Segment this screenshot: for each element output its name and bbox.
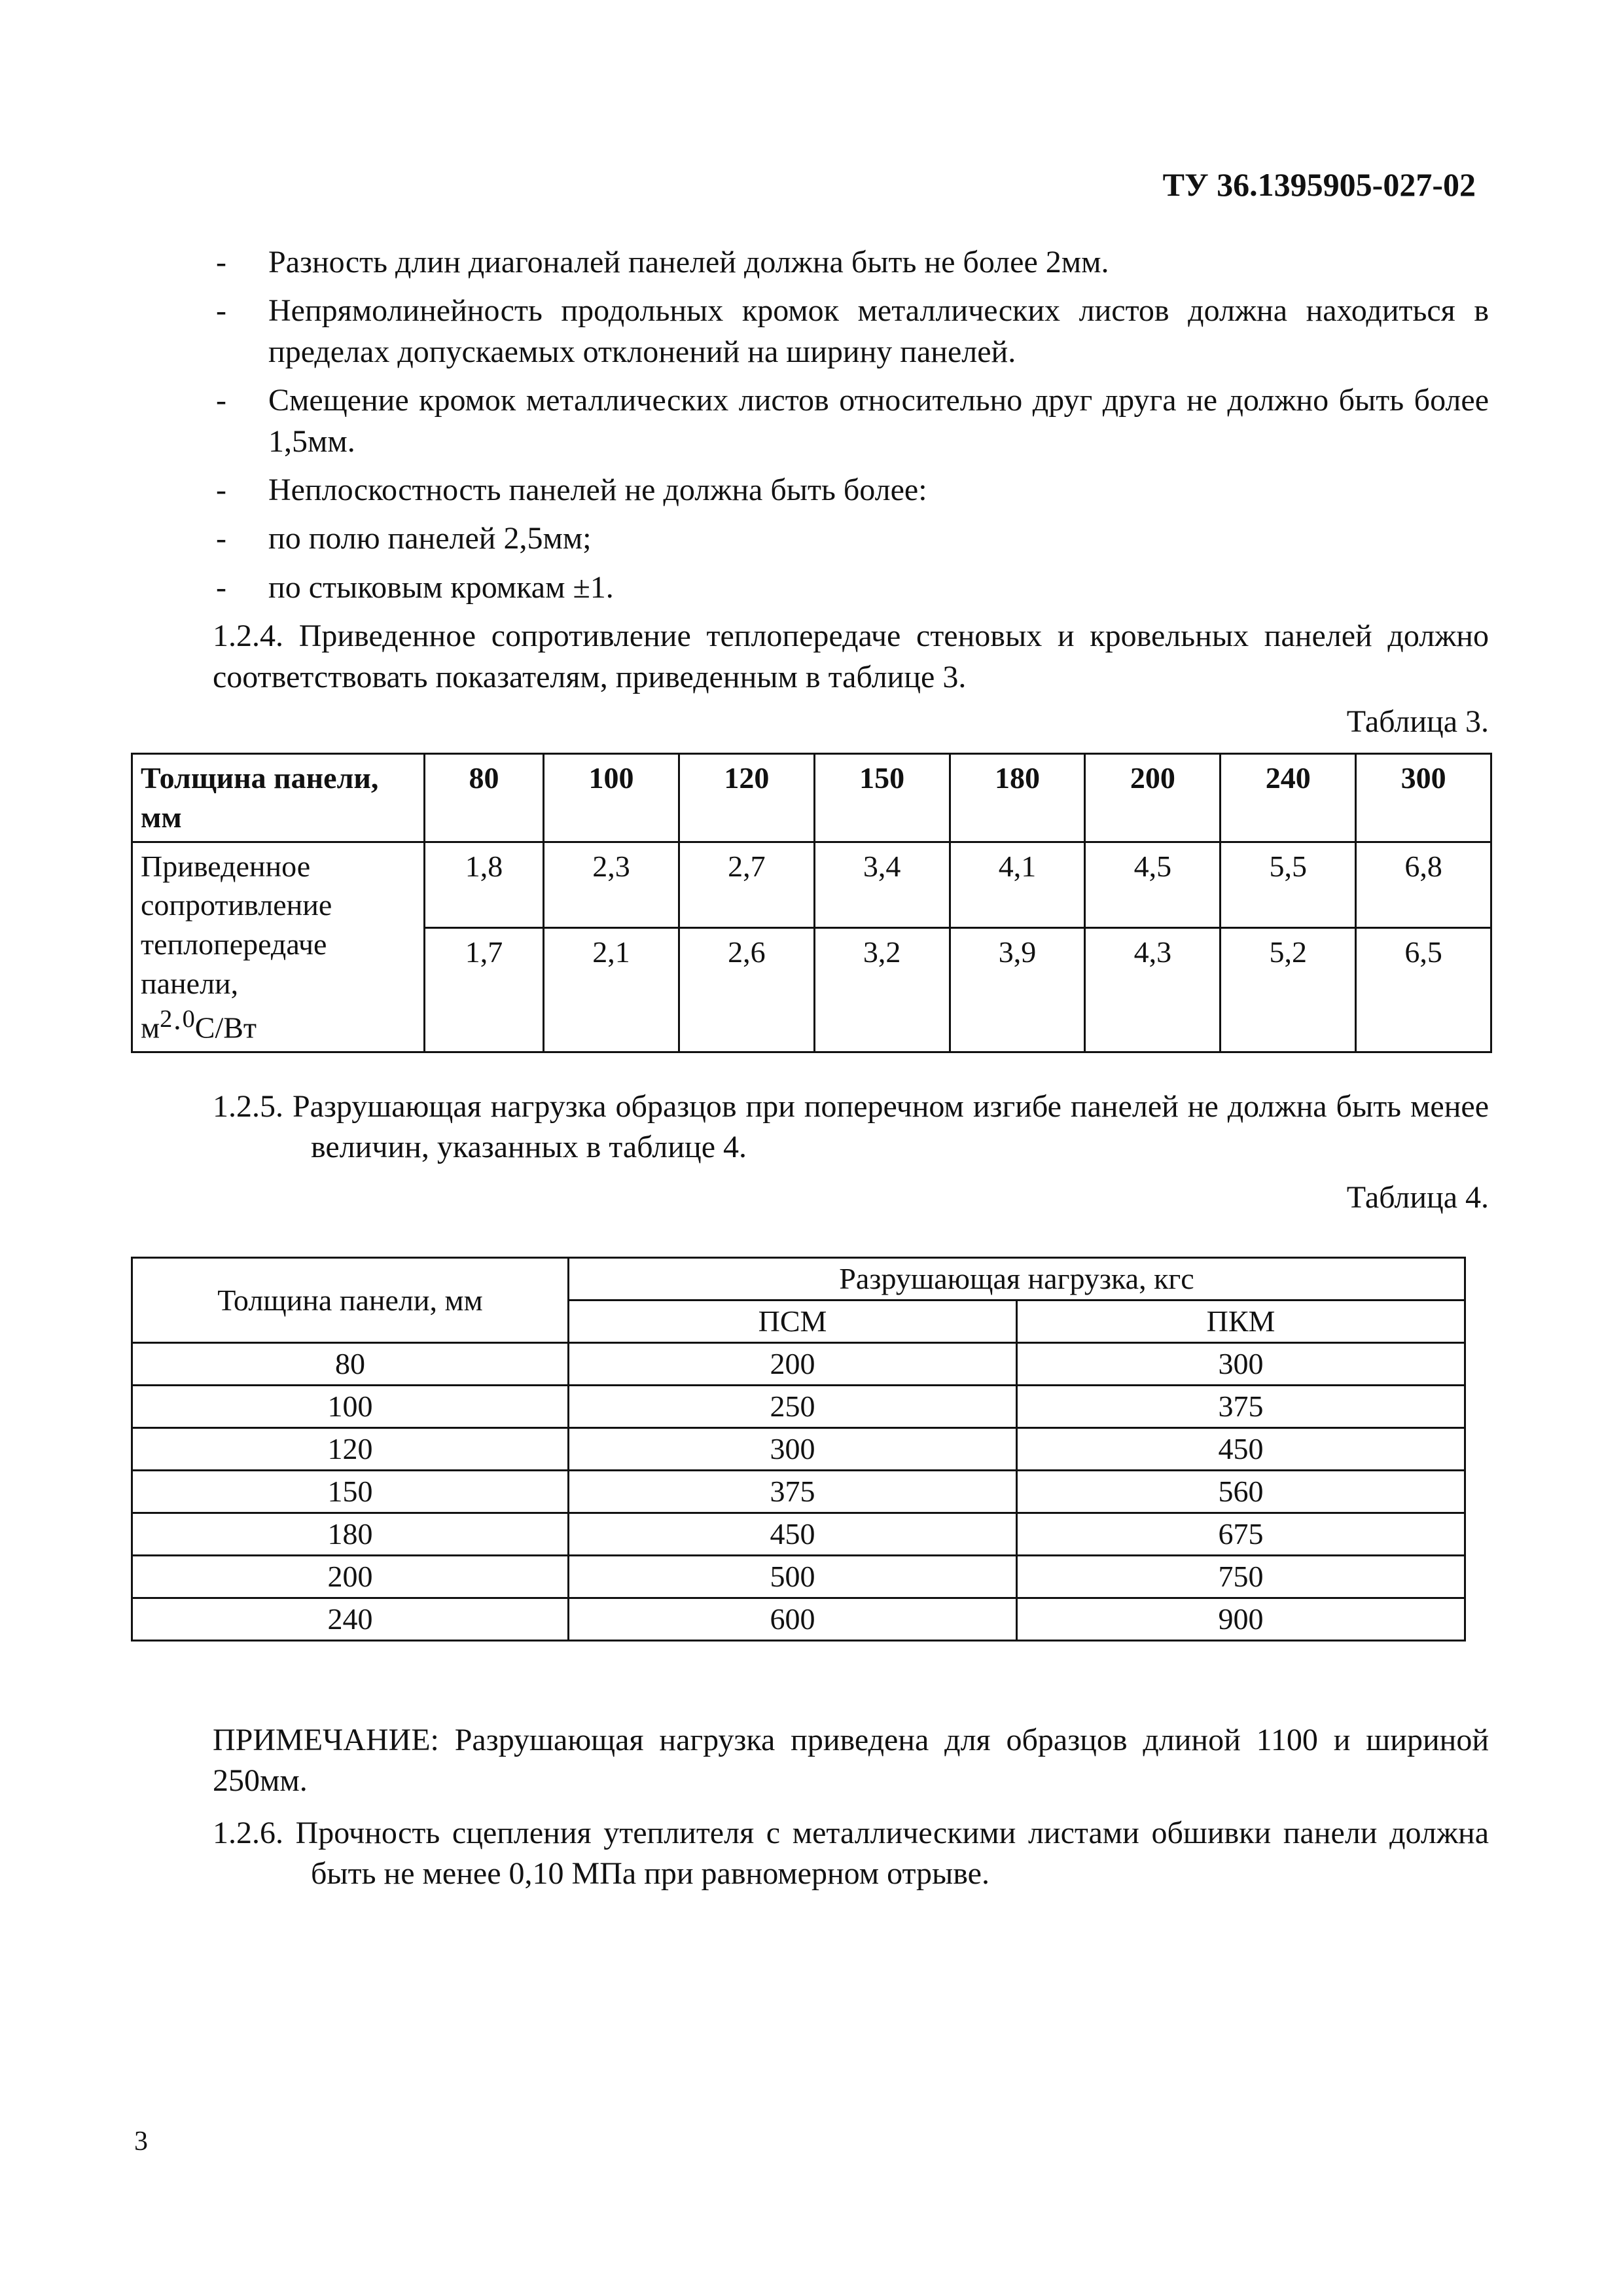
table-cell: 120	[132, 1428, 569, 1471]
table-row	[132, 1343, 1465, 1386]
table-cell: 250	[569, 1386, 1017, 1428]
thermal-resistance-table	[131, 753, 1492, 1053]
dash-marker: -	[216, 383, 226, 418]
thickness-value: 80	[425, 754, 544, 842]
table-cell: 450	[1017, 1428, 1465, 1471]
paragraph-1-2-6: 1.2.6. Прочность сцепления утеплителя с металлическими листами обшивки панели должна быть не менее 0,10 МПа при равномерном отрыве.	[213, 1816, 1489, 1892]
table-cell: 150	[132, 1471, 569, 1513]
dash-marker: -	[216, 521, 226, 556]
table-note: ПРИМЕЧАНИЕ: Разрушающая нагрузка приведена для образцов длиной 1100 и шириной 250мм.	[213, 1723, 1489, 1799]
table-row	[132, 1471, 1465, 1513]
table-cell: 2,3	[544, 842, 679, 927]
section-1-2-6	[213, 1813, 1489, 1895]
table-cell: 375	[1017, 1386, 1465, 1428]
table-cell: 3,2	[814, 927, 950, 1052]
load-header: Разрушающая нагрузка, кгс	[569, 1258, 1465, 1300]
table-cell: 560	[1017, 1471, 1465, 1513]
table-row	[132, 1428, 1465, 1471]
list-item: - по стыковым кромкам ±1.	[213, 567, 1489, 608]
table-cell: 6,5	[1356, 927, 1491, 1052]
table-header-row	[132, 1258, 1465, 1300]
dash-marker: -	[216, 245, 226, 279]
table-cell: 2,7	[679, 842, 814, 927]
dash-marker: -	[216, 569, 226, 605]
paragraph-1-2-5: 1.2.5. Разрушающая нагрузка образцов при поперечном изгибе панелей не должна быть менее величин, указанных в таблице 4.	[213, 1089, 1489, 1165]
dash-marker: -	[216, 293, 226, 329]
table-cell: 300	[569, 1428, 1017, 1471]
thickness-value: 150	[814, 754, 950, 842]
table-cell: 240	[132, 1598, 569, 1641]
thickness-header: Толщина панели, мм	[132, 1258, 569, 1343]
table-cell: 6,8	[1356, 842, 1491, 927]
list-item: - Разность длин диагоналей панелей должна быть не более 2мм.	[213, 242, 1489, 283]
thickness-value: 100	[544, 754, 679, 842]
section-1-2-5	[213, 1086, 1489, 1218]
document-code: ТУ 36.1395905-027-02	[1162, 166, 1476, 203]
table-header-row	[132, 754, 1491, 842]
dash-marker: -	[216, 472, 226, 507]
paragraph-1-2-4: 1.2.4. Приведенное сопротивление теплопередаче стеновых и кровельных панелей должно соответствовать показателям, приведенным в таблице 3.	[213, 619, 1489, 694]
pkm-header: ПКМ	[1017, 1300, 1465, 1343]
table-4-caption: Таблица 4.	[1346, 1179, 1489, 1215]
table-cell: 4,3	[1085, 927, 1221, 1052]
table-cell: 750	[1017, 1556, 1465, 1598]
thickness-value: 200	[1085, 754, 1221, 842]
table-cell: 3,4	[814, 842, 950, 927]
table-row	[132, 1513, 1465, 1556]
page-number: 3	[134, 2126, 148, 2157]
table-row	[132, 1386, 1465, 1428]
table-cell: 200	[569, 1343, 1017, 1386]
table-cell: 180	[132, 1513, 569, 1556]
table-cell: 1,7	[425, 927, 544, 1052]
table-cell: 2,1	[544, 927, 679, 1052]
table-cell: 4,1	[950, 842, 1085, 927]
table-row	[132, 1556, 1465, 1598]
table-cell: 80	[132, 1343, 569, 1386]
table-row	[132, 1598, 1465, 1641]
list-item: - Смещение кромок металлических листов относительно друг друга не должно быть более 1,5мм.	[213, 380, 1489, 462]
table-cell: 675	[1017, 1513, 1465, 1556]
table-cell: 2,6	[679, 927, 814, 1052]
table-cell: 375	[569, 1471, 1017, 1513]
breaking-load-table	[131, 1257, 1466, 1641]
requirements-list	[213, 242, 1489, 608]
list-item: - Неплоскостность панелей не должна быть более:	[213, 470, 1489, 511]
table-cell: 300	[1017, 1343, 1465, 1386]
table-cell: 4,5	[1085, 842, 1221, 927]
table-cell: 200	[132, 1556, 569, 1598]
table-cell: 600	[569, 1598, 1017, 1641]
body-text	[213, 242, 1489, 742]
thickness-value: 120	[679, 754, 814, 842]
table-cell: 1,8	[425, 842, 544, 927]
table-cell: 5,2	[1221, 927, 1356, 1052]
table-cell: 450	[569, 1513, 1017, 1556]
thickness-value: 240	[1221, 754, 1356, 842]
table-cell: 3,9	[950, 927, 1085, 1052]
table-3-caption: Таблица 3.	[1346, 704, 1489, 739]
psm-header: ПСМ	[569, 1300, 1017, 1343]
thickness-value: 300	[1356, 754, 1491, 842]
table-cell: 5,5	[1221, 842, 1356, 927]
table-cell: 900	[1017, 1598, 1465, 1641]
thickness-value: 180	[950, 754, 1085, 842]
table-row	[132, 842, 1491, 927]
table-cell: 100	[132, 1386, 569, 1428]
resistance-row-label: Приведенное сопротивление теплопередаче панели, $м^2\cdot^0С/Вт$	[132, 842, 425, 1052]
list-item: - Непрямолинейность продольных кромок металлических листов должна находиться в пределах допускаемых отклонений на ширину панелей.	[213, 291, 1489, 372]
table-cell: 500	[569, 1556, 1017, 1598]
thickness-header: Толщина панели, мм	[132, 754, 425, 842]
list-item: - по полю панелей 2,5мм;	[213, 518, 1489, 559]
